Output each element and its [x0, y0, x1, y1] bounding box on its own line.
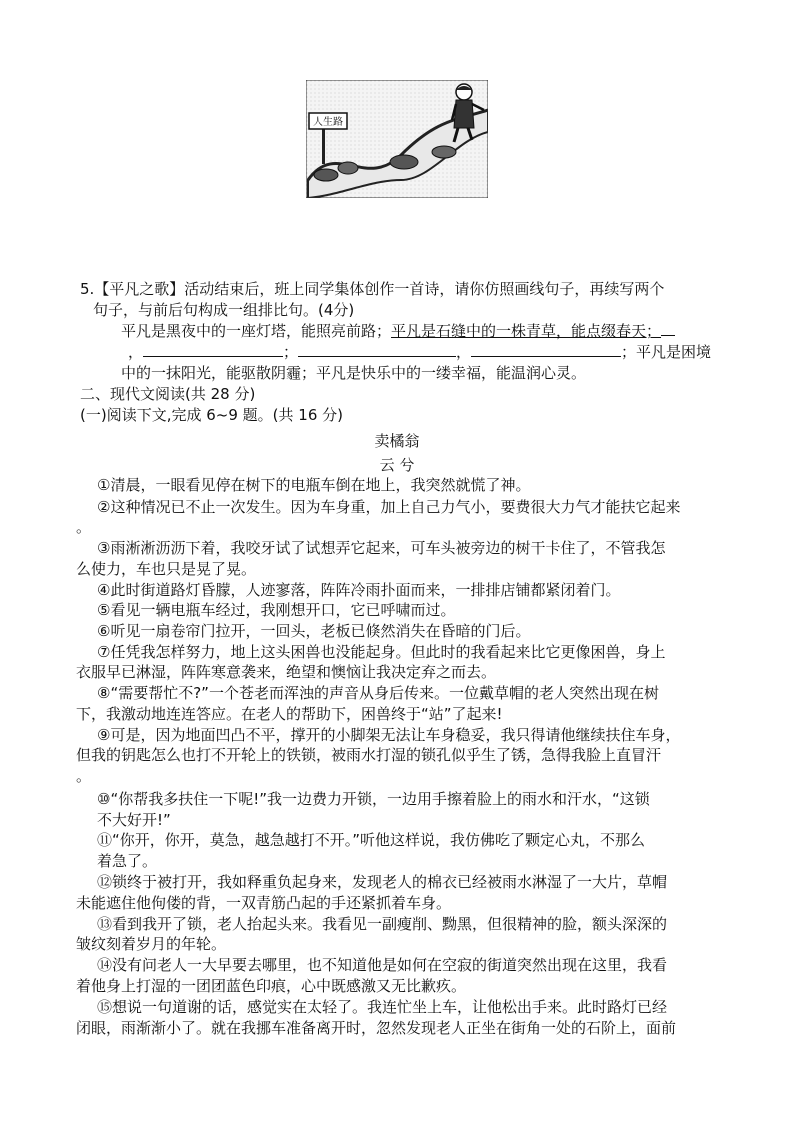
- answer-blank-3[interactable]: [471, 342, 621, 357]
- article-line: ⑮想说一句道谢的话，感觉实在太轻了。我连忙坐上车，让他松出手来。此时路灯已经: [97, 998, 668, 1016]
- question-5-line-4: ， ； ， ；平凡是困境: [128, 343, 712, 361]
- life-road-illustration: [306, 80, 488, 198]
- article-line: 但我的钥匙怎么也打不开轮上的铁锁，被雨水打湿的锁孔似乎生了锈，急得我脸上直冒汗: [76, 746, 662, 764]
- article-line: ⑤看见一辆电瓶车经过，我刚想开口，它已呼啸而过。: [97, 601, 456, 619]
- article-line: 么使力，车也只是晃了晃。: [76, 560, 257, 578]
- article-line: 下，我激动地连连答应。在老人的帮助下，困兽终于“站”了起来!: [76, 705, 503, 723]
- answer-blank-start[interactable]: [661, 321, 675, 336]
- article-line: ⑥听见一扇卷帘门拉开，一回头，老板已倏然消失在昏暗的门后。: [97, 622, 531, 640]
- article-line: 。: [76, 518, 92, 536]
- article-author: 云 兮: [379, 456, 415, 474]
- article-line: 着他身上打湿的一团团蓝色印痕，心中既感激又无比歉疚。: [76, 977, 467, 995]
- article-line: ①清晨，一眼看见停在树下的电瓶车倒在地上，我突然就慌了神。: [97, 476, 531, 494]
- answer-blank-1[interactable]: [143, 342, 283, 357]
- section-heading: 二、现代文阅读(共 28 分): [80, 385, 256, 403]
- article-line: 。: [76, 767, 92, 785]
- underlined-sentence: 平凡是石缝中的一株青草，能点缀春天；: [391, 322, 662, 340]
- example-sentence: 平凡是黑夜中的一座灯塔，能照亮前路；: [121, 322, 392, 340]
- answer-blank-2[interactable]: [298, 342, 456, 357]
- article-line: 不大好开!”: [97, 811, 171, 829]
- sign-text: 人生路: [313, 117, 343, 128]
- question-5-line-5: 中的一抹阳光，能驱散阴霾；平凡是快乐中的一缕幸福，能温润心灵。: [121, 364, 587, 382]
- question-5-line-1: 5.【平凡之歌】活动结束后，班上同学集体创作一首诗，请你仿照画线句子，再续写两个: [80, 280, 665, 298]
- article-line: ③雨淅淅沥沥下着，我咬牙试了试想弄它起来，可车头被旁边的树干卡住了，不管我怎: [97, 539, 666, 557]
- article-line: 衣服早已淋湿，阵阵寒意袭来，绝望和懊恼让我决定弃之而去。: [76, 663, 497, 681]
- section-instruction: (一)阅读下文,完成 6~9 题。(共 16 分): [80, 406, 343, 424]
- article-line: ⑭没有问老人一大早要去哪里，也不知道他是如何在空寂的街道突然出现在这里，我看: [97, 956, 668, 974]
- article-line: 闭眼，雨渐渐小了。就在我挪车准备离开时，忽然发现老人正坐在街角一处的石阶上，面前: [76, 1019, 677, 1037]
- article-line: ②这种情况已不止一次发生。因为车身重，加上自己力气小，要费很大力气才能扶它起来: [97, 498, 681, 516]
- article-line: 未能遮住他佝偻的背，一双青筋凸起的手还紧抓着车身。: [76, 894, 452, 912]
- article-line: ⑦任凭我怎样努力，地上这头困兽也没能起身。但此时的我看起来比它更像困兽，身上: [97, 643, 666, 661]
- article-line: ⑩“你帮我多扶住一下呢!”我一边费力开锁，一边用手擦着脸上的雨水和汗水，“这锁: [97, 790, 650, 808]
- article-title: 卖橘翁: [374, 432, 420, 450]
- article-line: ⑬看到我开了锁，老人抬起头来。我看见一副瘦削、黝黑，但很精神的脸，额头深深的: [97, 915, 668, 933]
- question-5-line-3: [121, 321, 675, 341]
- question-5-line-2: 句子，与前后句构成一组排比句。(4分): [93, 301, 355, 319]
- article-line: 着急了。: [97, 852, 158, 870]
- article-line: ⑨可是，因为地面凹凸不平，撑开的小脚架无法让车身稳妥，我只得请他继续扶住车身，: [97, 726, 681, 744]
- article-line: ④此时街道路灯昏朦，人迹寥落，阵阵冷雨扑面而来，一排排店铺都紧闭着门。: [97, 581, 621, 599]
- article-line: ⑧“需要帮忙不?”一个苍老而浑浊的声音从身后传来。一位戴草帽的老人突然出现在树: [97, 684, 659, 702]
- article-line: ⑪“你开，你开，莫急，越急越打不开。”听他这样说，我仿佛吃了颗定心丸，不那么: [97, 831, 646, 849]
- article-line: 皱纹刻着岁月的年轮。: [76, 935, 227, 953]
- article-line: ⑫锁终于被打开，我如释重负起身来，发现老人的棉衣已经被雨水淋湿了一大片，草帽: [97, 873, 668, 891]
